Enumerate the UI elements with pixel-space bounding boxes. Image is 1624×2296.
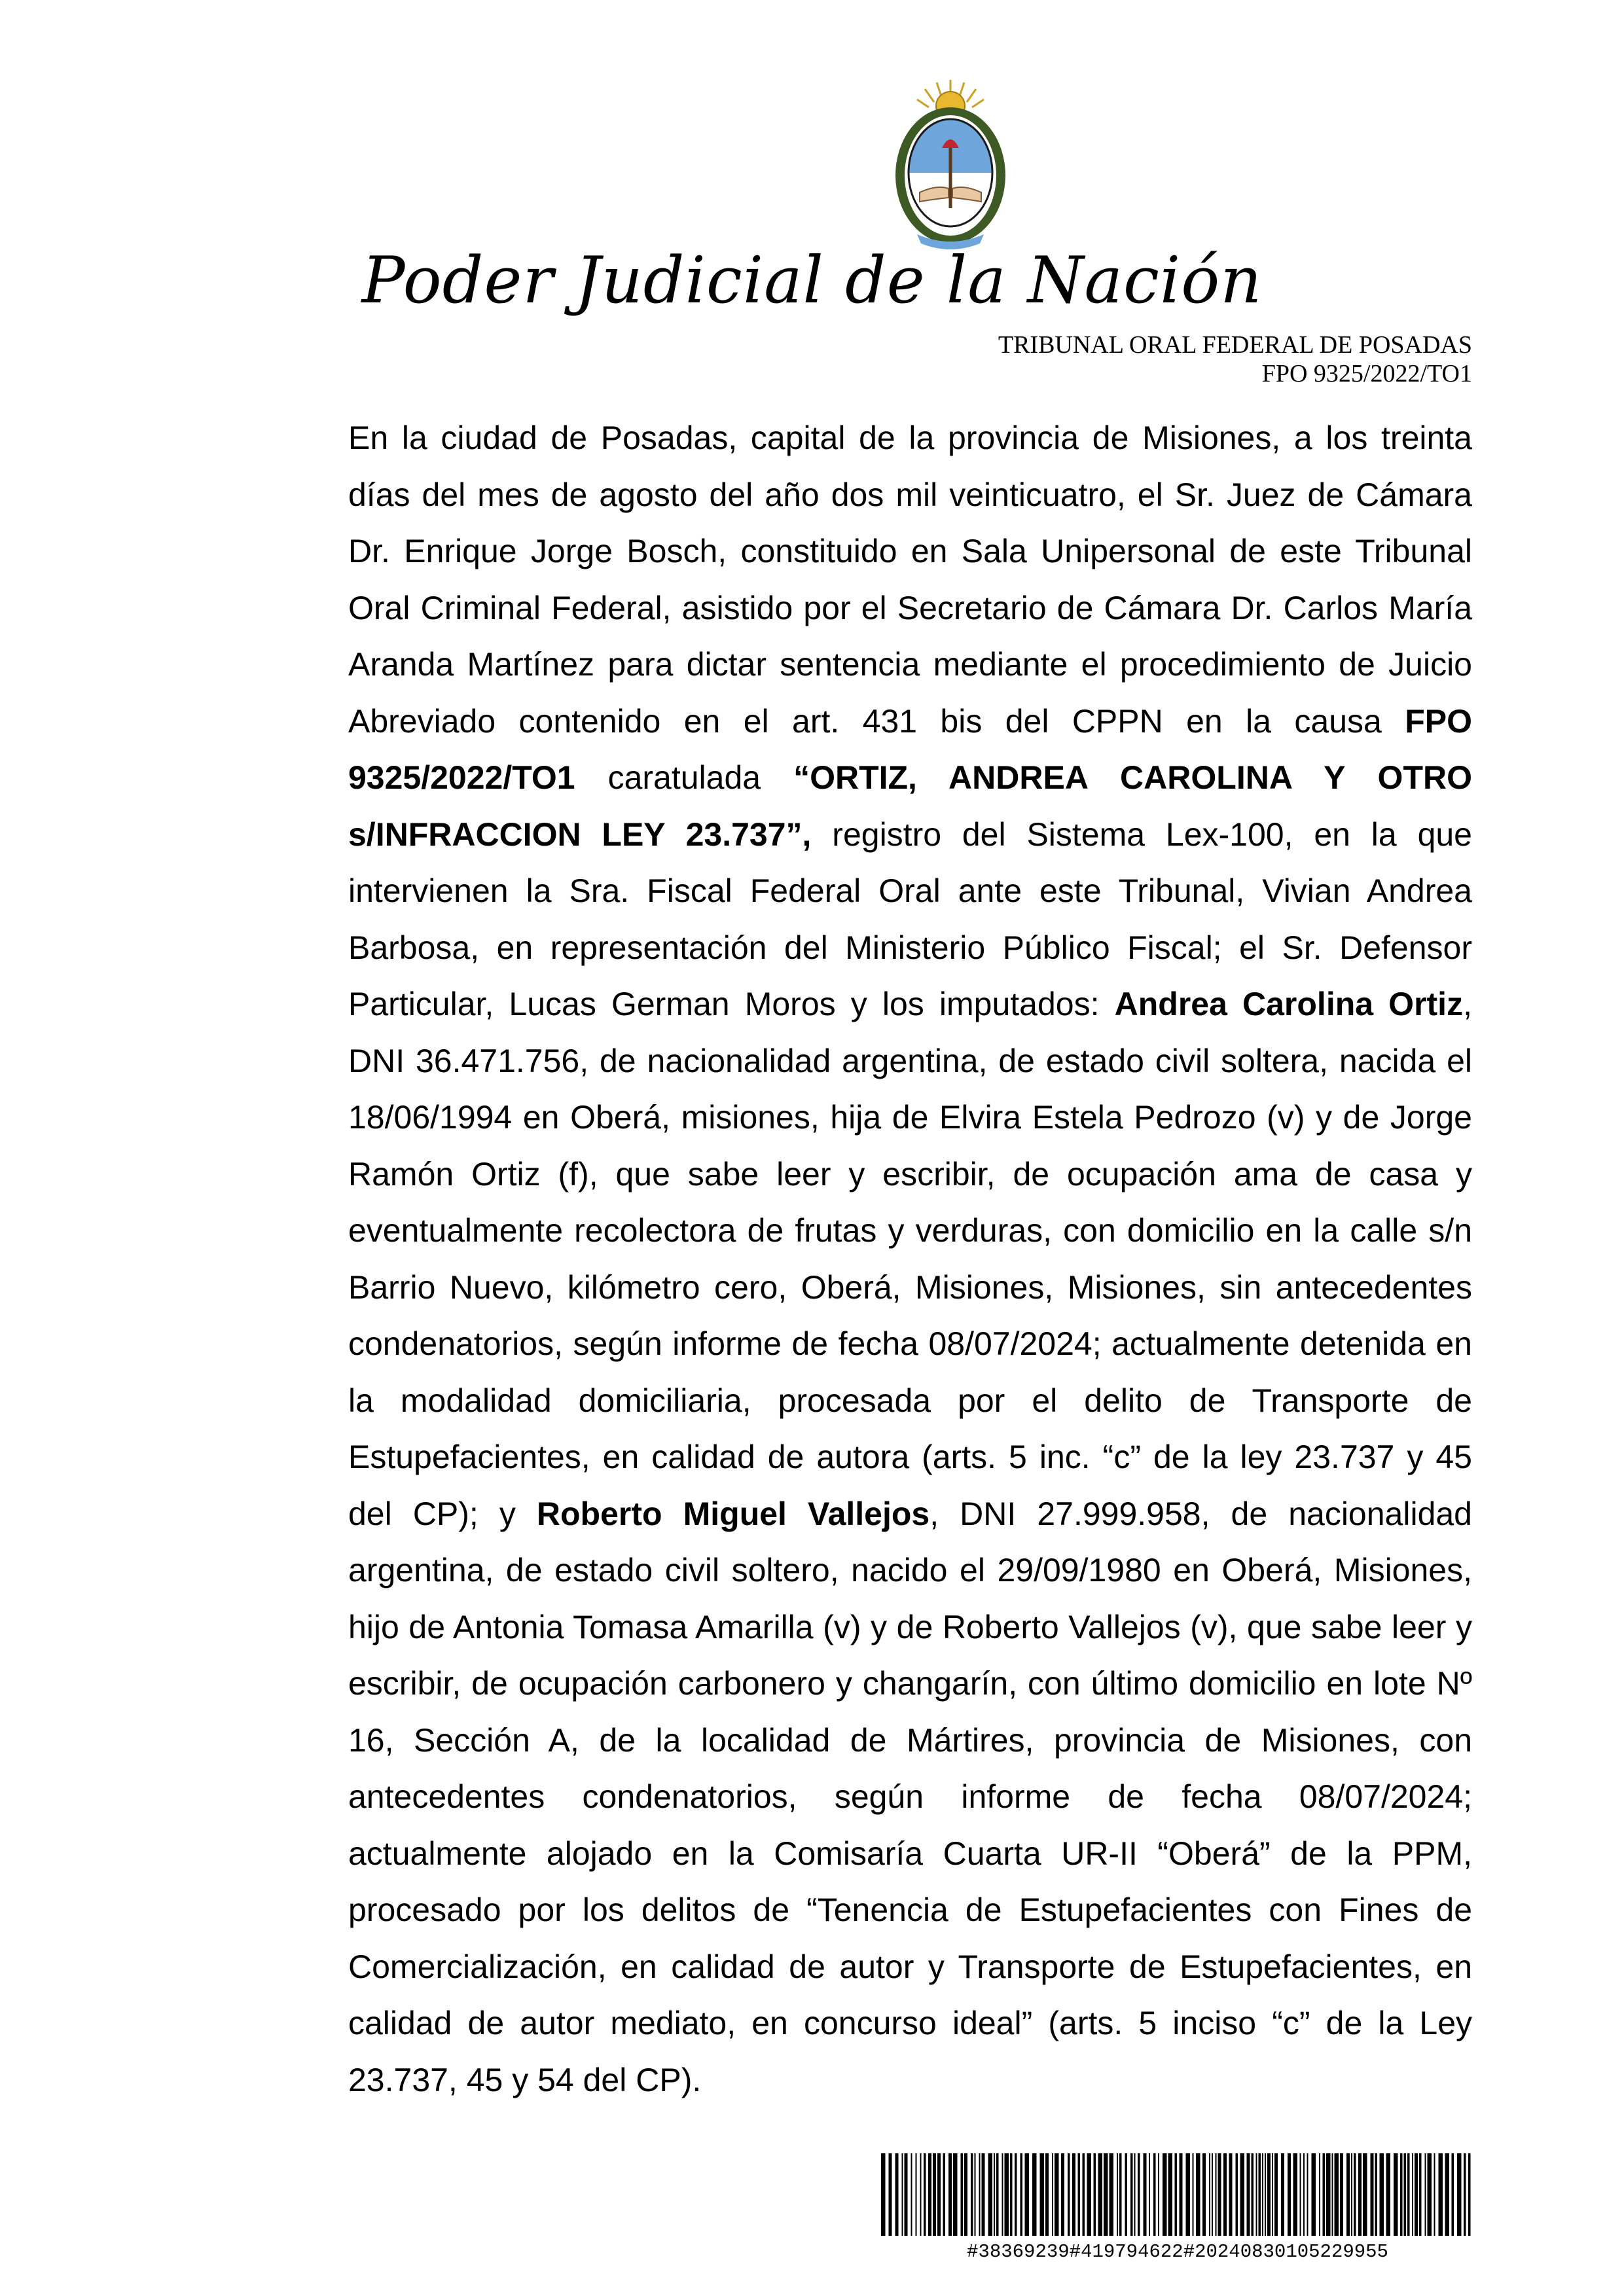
text-segment: registro del Sistema Lex-100, en la que intervienen la Sra. Fiscal Federal Oral ante este Tribunal, Vivian Andrea Barbosa, en representación del Ministerio Público Fiscal; el Sr. Defensor Particular, Lucas German Moros y los imputados: [348, 816, 1472, 1022]
case-title: “ORTIZ, ANDREA CAROLINA Y OTRO s/INFRACCION LEY 23.737”, [348, 759, 1472, 853]
coat-of-arms-icon [891, 77, 1010, 253]
case-number: FPO 9325/2022/TO1 [348, 702, 1472, 796]
barcode [881, 2153, 1474, 2236]
text-segment: , DNI 36.471.756, de nacionalidad argentina, de estado civil soltera, nacida el 18/06/1994 en Oberá, misiones, hija de Elvira Estela Pedrozo (v) y de Jorge Ramón Ortiz (f), que sabe leer y escribir, de ocupación ama de casa y eventualmente recolectora de frutas y verduras, con domicilio en la calle s/n Barrio Nuevo, kilómetro cero, Oberá, Misiones, Misiones, sin antecedentes condenatorios, según informe de fecha 08/07/2024; actualmente detenida en la modalidad domiciliaria, procesada por el delito de Transporte de Estupefacientes, en calidad de autora (arts. 5 inc. “c” de la ley 23.737 y 45 del CP); y [348, 986, 1472, 1532]
defendant-name: Roberto Miguel Vallejos [536, 1495, 930, 1532]
barcode-number: #38369239#419794622#20240830105229955 [967, 2241, 1388, 2263]
text-segment: , DNI 27.999.958, de nacionalidad argentina, de estado civil soltero, nacido el 29/09/1980 en Oberá, Misiones, hijo de Antonia Tomasa Amarilla (v) y de Roberto Vallejos (v), que sabe leer y escribir, de ocupación carbonero y changarín, con último domicilio en lote Nº 16, Sección A, de la localidad de Mártires, provincia de Misiones, con antecedentes condenatorios, según informe de fecha 08/07/2024; actualmente alojado en la Comisaría Cuarta UR-II “Oberá” de la PPM, procesado por los delitos de “Tenencia de Estupefacientes con Fines de Comercialización, en calidad de autor y Transporte de Estupefacientes, en calidad de autor mediato, en concurso ideal” (arts. 5 inciso “c” de la Ley 23.737, 45 y 54 del CP). [348, 1495, 1472, 2098]
text-segment: caratulada [607, 759, 761, 796]
court-name: TRIBUNAL ORAL FEDERAL DE POSADAS [998, 331, 1472, 359]
institution-name: Poder Judicial de la Nación [361, 243, 1263, 318]
defendant-name: Andrea Carolina Ortiz [1114, 986, 1464, 1022]
court-header [998, 331, 1472, 388]
case-code: FPO 9325/2022/TO1 [1261, 360, 1472, 387]
text-segment: En la ciudad de Posadas, capital de la provincia de Misiones, a los treinta días del mes de agosto del año dos mil veinticuatro, el Sr. Juez de Cámara Dr. Enrique Jorge Bosch, constituido en Sala Unipersonal de este Tribunal Oral Criminal Federal, asistido por el Secretario de Cámara Dr. Carlos María Aranda Martínez para dictar sentencia mediante el procedimiento de Juicio Abreviado contenido en el art. 431 bis del CPPN en la causa [348, 420, 1472, 740]
sentence-paragraph [348, 410, 1472, 2108]
